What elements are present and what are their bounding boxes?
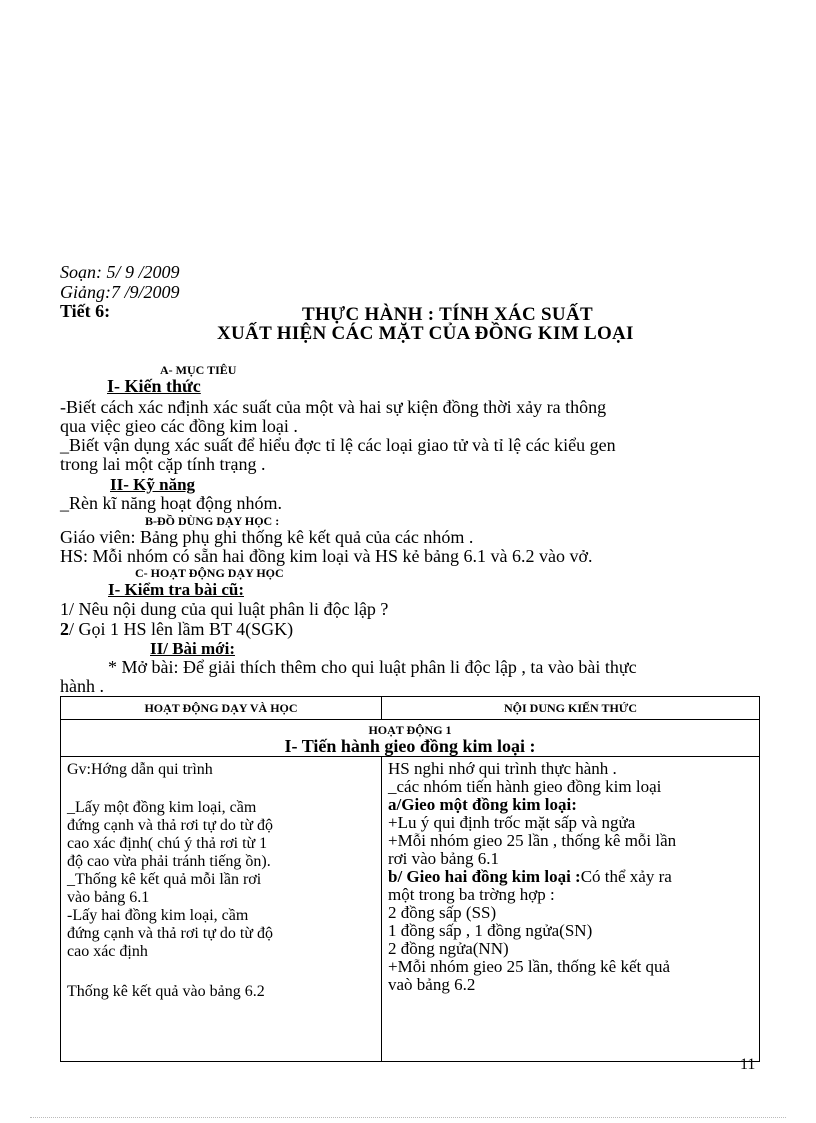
lesson-number: Tiết 6: [60, 301, 111, 321]
activity-title: I- Tiến hành gieo đồng kim loại : [284, 736, 536, 756]
right-subheading: a/Gieo một đồng kim loại: [388, 795, 577, 814]
col-header-activity: HOẠT ĐỘNG DẠY VÀ HỌC [61, 697, 382, 720]
skills-heading: II- Kỹ năng [110, 475, 196, 494]
review-question-2 [60, 620, 293, 639]
right-line: +Mỗi nhóm gieo 25 lần, thống kê kết quả [388, 957, 671, 976]
knowledge-heading: I- Kiến thức [107, 376, 201, 396]
objective-line: _Biết vận dụng xác suất để hiểu đợc tỉ lệ các loại giao tử và tỉ lệ các kiểu gen [60, 435, 616, 455]
teacher-steps-cell [61, 757, 382, 1062]
right-line: HS nghi nhớ qui trình thực hành . [388, 759, 617, 778]
content-cell [382, 757, 760, 1062]
section-a-heading: A- MỤC TIÊU [160, 363, 237, 377]
right-line: một trong ba trờng hợp : [388, 885, 555, 904]
section-b-heading: B-ĐỒ DÙNG DẠY HỌC : [145, 514, 280, 528]
intro-line-1: * Mở bài: Để giải thích thêm cho qui luật phân li độc lập , ta vào bài thực [108, 657, 637, 677]
left-line: đứng cạnh và thả rơi tự do từ độ [67, 925, 273, 942]
right-subheading: b/ Gieo hai đồng kim loại : [388, 867, 581, 886]
left-line: vào bảng 6.1 [67, 889, 150, 906]
review-heading: I- Kiểm tra bài cũ: [108, 580, 244, 599]
title-line-1: THỰC HÀNH : TÍNH XÁC SUẤT [302, 304, 593, 325]
activity-label: HOẠT ĐỘNG 1 [368, 723, 452, 737]
right-line [388, 868, 753, 886]
left-line: Gv:Hớng dẫn qui trình [67, 761, 213, 778]
title-line-2: XUẤT HIỆN CÁC MẶT CỦA ĐỒNG KIM LOẠI [217, 323, 634, 344]
materials-line: Giáo viên: Bảng phụ ghi thống kê kết quả của các nhóm . [60, 527, 474, 547]
col-header-content: NỘI DUNG KIẾN THỨC [382, 697, 760, 720]
skills-line: _Rèn kĩ năng hoạt động nhóm. [60, 493, 282, 513]
left-line: cao xác định [67, 943, 148, 960]
page-bottom-divider [30, 1117, 786, 1118]
intro-line-2: hành . [60, 676, 104, 696]
materials-line: HS: Mỗi nhóm có sẵn hai đồng kim loại và HS kẻ bảng 6.1 và 6.2 vào vở. [60, 546, 593, 566]
left-line: _Lấy một đồng kim loại, cầm [67, 799, 257, 816]
objective-line: qua việc gieo các đồng kim loại . [60, 416, 298, 436]
right-line: 2 đồng ngửa(NN) [388, 939, 509, 958]
left-line: Thống kê kết quả vào bảng 6.2 [67, 983, 265, 1000]
review-question-2-number: 2 [60, 619, 69, 639]
left-line: đứng cạnh và thả rơi tự do từ độ [67, 817, 273, 834]
giang-date: Giảng:7 /9/2009 [60, 282, 180, 302]
page-number: 11 [740, 1056, 756, 1073]
right-line: _các nhóm tiến hành gieo đồng kim loại [388, 777, 662, 796]
left-line: độ cao vừa phải tránh tiếng ồn). [67, 853, 271, 870]
right-subheading-rest: Có thể xảy ra [580, 867, 672, 886]
left-line: cao xác định( chú ý thả rơi từ 1 [67, 835, 268, 852]
review-question-1: 1/ Nêu nội dung của qui luật phân li độc lập ? [60, 599, 389, 619]
activity-banner [61, 720, 760, 757]
right-line: 1 đồng sấp , 1 đồng ngửa(SN) [388, 921, 593, 940]
objective-line: trong lai một cặp tính trạng . [60, 454, 266, 474]
right-line: vaò bảng 6.2 [388, 975, 476, 994]
right-line: rơi vào bảng 6.1 [388, 849, 499, 868]
review-question-2-text: / Gọi 1 HS lên lầm BT 4(SGK) [69, 619, 294, 639]
left-line: _Thống kê kết quả mỗi lần rơi [67, 871, 262, 888]
activity-table [60, 696, 760, 1062]
soan-date: Soạn: 5/ 9 /2009 [60, 262, 180, 282]
new-lesson-heading: II/ Bài mới: [150, 639, 235, 658]
right-line: +Lu ý qui định trốc mặt sấp và ngửa [388, 813, 636, 832]
right-line: +Mỗi nhóm gieo 25 lần , thống kê mỗi lần [388, 831, 677, 850]
left-line: -Lấy hai đồng kim loại, cầm [67, 907, 249, 924]
section-c-heading: C- HOẠT ĐỘNG DẠY HỌC [135, 566, 284, 580]
right-line: 2 đồng sấp (SS) [388, 903, 497, 922]
objective-line: -Biết cách xác nđịnh xác suất của một và hai sự kiện đồng thời xảy ra thông [60, 397, 607, 417]
